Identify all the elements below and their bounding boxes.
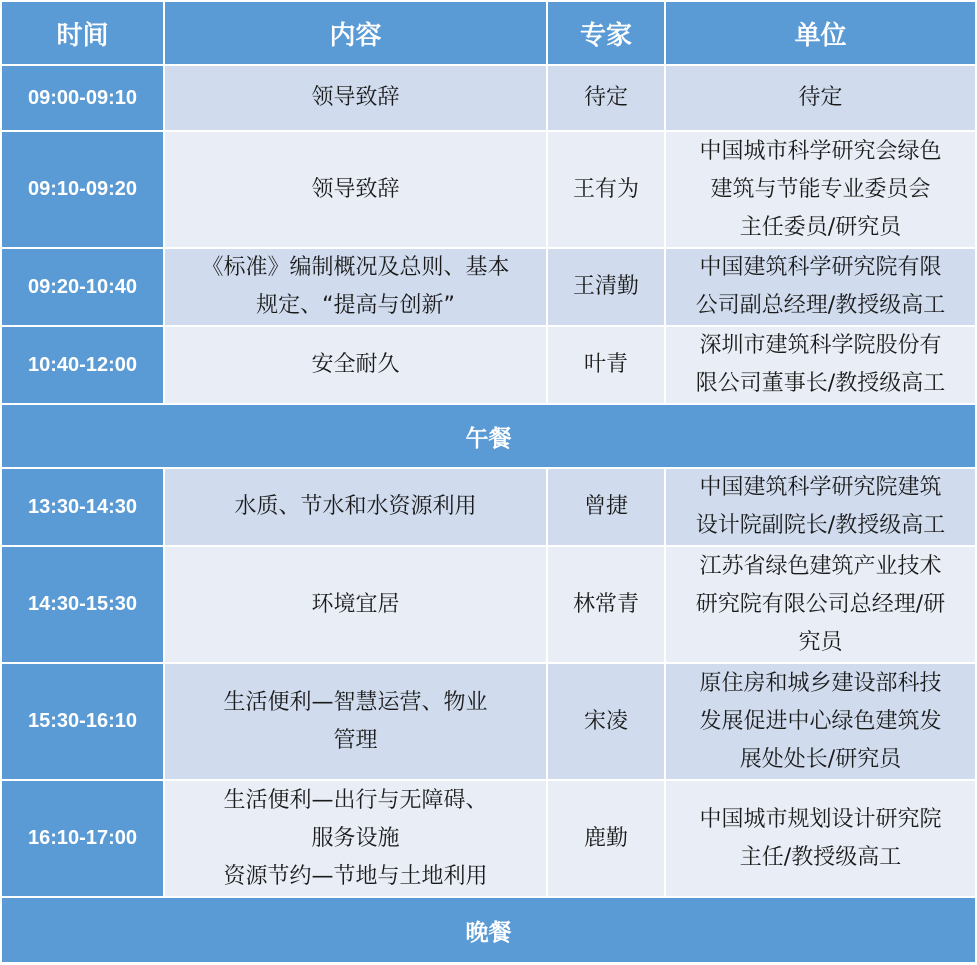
content-line: 环境宜居	[311, 591, 400, 617]
content-line: 《标准》编制概况及总则、基本	[201, 255, 510, 280]
table-row	[1, 546, 976, 663]
expert-cell: 林常青	[547, 546, 665, 663]
time-cell: 15:30-16:10	[1, 663, 164, 780]
header-expert: 专家	[547, 1, 665, 65]
header-content: 内容	[164, 1, 547, 65]
header-row	[1, 1, 976, 65]
content-line: 管理	[333, 727, 378, 753]
content-line: 水质、节水和水资源利用	[234, 494, 477, 519]
expert-cell: 鹿勤	[547, 780, 665, 897]
content-line: 资源节约—节地与土地利用	[223, 863, 488, 889]
unit-cell	[665, 663, 976, 780]
table-row	[1, 326, 976, 404]
time-cell: 16:10-17:00	[1, 780, 164, 897]
content-line: 生活便利—出行与无障碍、	[223, 787, 488, 813]
unit-cell	[665, 468, 976, 546]
expert-cell: 待定	[547, 65, 665, 131]
time-cell: 10:40-12:00	[1, 326, 164, 404]
unit-line: 究员	[798, 629, 843, 655]
content-cell	[164, 468, 547, 546]
lunch-break-label: 午餐	[1, 404, 976, 468]
time-cell: 13:30-14:30	[1, 468, 164, 546]
unit-line: 研究院有限公司总经理/研	[695, 591, 946, 617]
unit-line: 设计院副院长/教授级高工	[695, 513, 946, 538]
content-line: 领导致辞	[311, 176, 400, 202]
content-cell	[164, 131, 547, 248]
table-row	[1, 663, 976, 780]
content-line: 规定、“提高与创新”	[256, 293, 455, 318]
header-time: 时间	[1, 1, 164, 65]
unit-line: 公司副总经理/教授级高工	[695, 293, 946, 318]
content-cell	[164, 65, 547, 131]
lunch-break-row	[1, 404, 976, 468]
content-line: 安全耐久	[311, 352, 400, 377]
unit-cell	[665, 248, 976, 326]
time-cell: 09:10-09:20	[1, 131, 164, 248]
dinner-break-label: 晚餐	[1, 897, 976, 963]
header-unit: 单位	[665, 1, 976, 65]
unit-line: 待定	[798, 85, 843, 110]
content-cell	[164, 326, 547, 404]
unit-line: 限公司董事长/教授级高工	[695, 371, 946, 396]
table-row	[1, 780, 976, 897]
unit-line: 建筑与节能专业委员会	[710, 176, 931, 202]
unit-line: 中国城市科学研究会绿色	[699, 138, 942, 164]
unit-line: 发展促进中心绿色建筑发	[699, 708, 942, 734]
unit-line: 主任/教授级高工	[739, 844, 902, 870]
content-line: 服务设施	[311, 825, 400, 851]
expert-cell: 王有为	[547, 131, 665, 248]
dinner-break-row	[1, 897, 976, 963]
time-cell: 14:30-15:30	[1, 546, 164, 663]
unit-line: 原住房和城乡建设部科技	[699, 670, 942, 696]
time-cell: 09:20-10:40	[1, 248, 164, 326]
unit-line: 中国建筑科学研究院建筑	[699, 475, 942, 500]
content-line: 领导致辞	[311, 85, 400, 110]
table-row	[1, 248, 976, 326]
expert-cell: 宋凌	[547, 663, 665, 780]
unit-line: 中国建筑科学研究院有限	[699, 255, 942, 280]
content-cell	[164, 780, 547, 897]
content-cell	[164, 663, 547, 780]
content-line: 生活便利—智慧运营、物业	[223, 689, 488, 715]
unit-line: 江苏省绿色建筑产业技术	[699, 553, 942, 579]
expert-cell: 叶青	[547, 326, 665, 404]
table-row	[1, 468, 976, 546]
unit-cell	[665, 65, 976, 131]
table-row	[1, 131, 976, 248]
unit-cell	[665, 131, 976, 248]
table-row	[1, 65, 976, 131]
unit-line: 中国城市规划设计研究院	[699, 806, 942, 832]
unit-cell	[665, 546, 976, 663]
unit-line: 主任委员/研究员	[739, 214, 902, 240]
expert-cell: 王清勤	[547, 248, 665, 326]
unit-line: 展处处长/研究员	[739, 746, 902, 772]
content-cell	[164, 546, 547, 663]
unit-cell	[665, 780, 976, 897]
unit-line: 深圳市建筑科学院股份有	[699, 333, 942, 358]
unit-cell	[665, 326, 976, 404]
content-cell	[164, 248, 547, 326]
time-cell: 09:00-09:10	[1, 65, 164, 131]
expert-cell: 曾捷	[547, 468, 665, 546]
